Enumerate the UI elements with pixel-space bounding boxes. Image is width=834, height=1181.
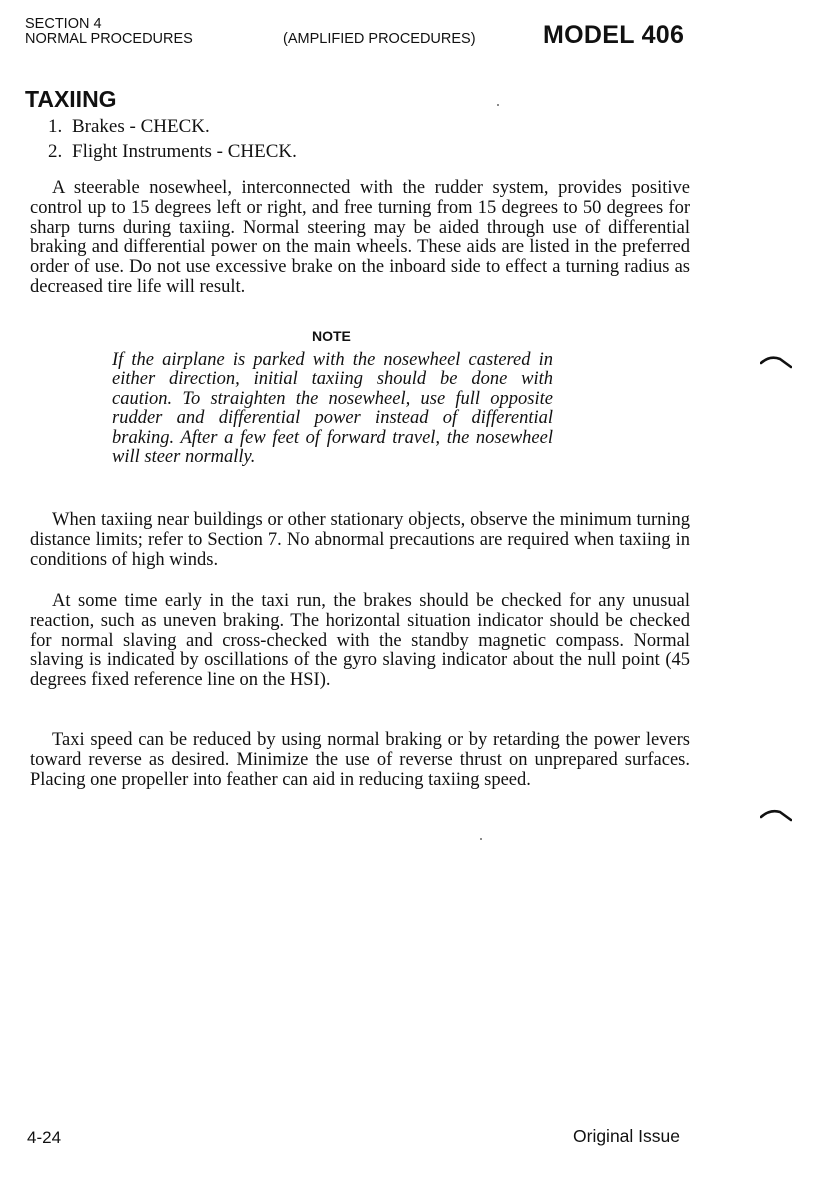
checklist-item-number: 2. [48, 141, 63, 162]
checklist-item-number: 1. [48, 116, 63, 137]
page-number: 4-24 [27, 1128, 62, 1147]
note-text: If the airplane is parked with the nosewheel castered in either direction, initial taxiing should be done with caution. To straighten the nosewheel, use full opposite rudder and differential power instead of differential braking. After a few feet of forward travel, the nosewheel will steer normally. [112, 350, 553, 468]
checklist [48, 114, 297, 164]
paragraph-turning-distance: When taxiing near buildings or other stationary objects, observe the minimum turning distance limits; refer to Section 7. No abnormal precautions are required when taxiing in conditions of high winds. [30, 510, 690, 570]
checklist-item-text: Flight Instruments - CHECK. [72, 141, 297, 162]
paragraph-nosewheel-steering: A steerable nosewheel, interconnected with the rudder system, provides positive control up to 15 degrees left or right, and free turning from 15 degrees to 50 degrees for sharp turns during taxiing. Normal steering may be aided through use of differential braking and differential power on the main wheels. These aids are listed in the preferred order of use. Do not use excessive brake on the inboard side to effect a turning radius as decreased tire life will result. [30, 178, 690, 297]
note-label: NOTE [312, 328, 351, 344]
issue-label: Original Issue [573, 1126, 680, 1146]
header-section-block [25, 17, 193, 47]
scan-speck [480, 838, 482, 840]
page-title: TAXIING [25, 86, 117, 112]
header-section: SECTION 4 [25, 16, 102, 32]
header-subsection: NORMAL PROCEDURES [25, 31, 193, 47]
header-model: MODEL 406 [543, 21, 685, 49]
paragraph-brake-check: At some time early in the taxi run, the brakes should be checked for any unusual reaction, such as uneven braking. The horizontal situation indicator should be checked for normal slaving and cross-checked with the standby magnetic compass. Normal slaving is indicated by oscillations of the gyro slaving indicator about the null point (45 degrees fixed reference line on the HSI). [30, 591, 690, 691]
revision-mark-icon [760, 808, 792, 822]
revision-mark-icon [760, 355, 792, 369]
scan-speck [497, 104, 499, 106]
checklist-item [48, 114, 297, 139]
paragraph-taxi-speed: Taxi speed can be reduced by using normal braking or by retarding the power levers toward reverse as desired. Minimize the use of reverse thrust on unprepared surfaces. Placing one propeller into feather can aid in reducing taxiing speed. [30, 730, 690, 790]
checklist-item-text: Brakes - CHECK. [72, 116, 210, 137]
checklist-item [48, 139, 297, 164]
header-procedure-type: (AMPLIFIED PROCEDURES) [283, 31, 476, 47]
page-header [25, 17, 705, 53]
